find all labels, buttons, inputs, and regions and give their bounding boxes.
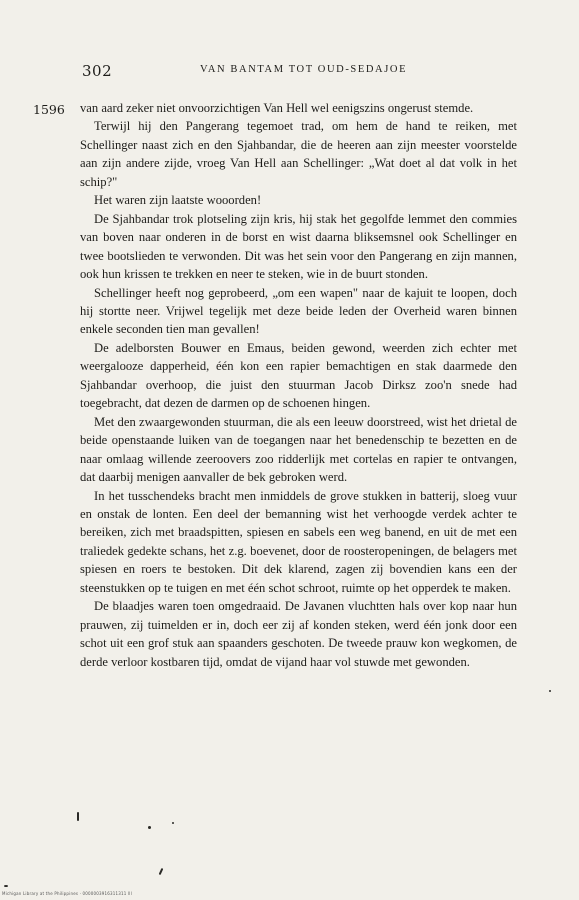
page-header [0, 62, 579, 82]
body-text [80, 99, 517, 671]
ink-speck [159, 868, 164, 875]
page-number: 302 [82, 62, 113, 80]
paragraph: Met den zwaargewonden stuurman, die als een leeuw doorstreed, wist het drietal de beide openstaande luiken van de toegangen naar het benedenschip te bezetten en de naar omlaag willende zeeroovers zoo ridderlijk met cortelas en rapier te ontvangen, dat daarbij menigen aanvaller de bek gebroken werd. [80, 414, 517, 485]
ink-speck [549, 690, 551, 692]
paragraph: Het waren zijn laatste wooorden! [94, 193, 262, 208]
ink-speck [172, 822, 174, 824]
paragraph: De adelborsten Bouwer en Emaus, beiden gewond, weerden zich echter met weergalooze dapperheid, één kon een rapier bemachtigen en stak daarmede den Sjahbandar overhoop, die juist den stuurman Jacob Dirksz zoo'n snede had toegebracht, dat dezen de darmen op de schoenen hingen. [80, 340, 517, 411]
ink-speck [77, 812, 79, 821]
ink-speck [4, 885, 8, 887]
paragraph: Schellinger heeft nog geprobeerd, „om een wapen" naar de kajuit te loopen, doch hij stortte neer. Vrijwel tegelijk met deze beide leden der Overheid waren binnen enkele seconden tien man gevallen! [80, 285, 517, 337]
running-title: VAN BANTAM TOT OUD-SEDAJOE [200, 64, 408, 75]
margin-year: 1596 [33, 102, 65, 117]
ink-speck [148, 826, 151, 829]
paragraph: van aard zeker niet onvoorzichtigen Van Hell wel eenigszins ongerust stemde. [80, 101, 474, 115]
scan-footer: Michigan Library at the Philippines · 0000003916311311 lll [2, 891, 132, 896]
paragraph: Terwijl hij den Pangerang tegemoet trad, om hem de hand te reiken, met Schellinger naast zich en den Sjahbandar, die de heeren aan zijn meester voorstelde aan zijn andere zijde, vroeg Van Hell aan Schellinger: „Wat doet al dat volk in het schip?" [80, 119, 517, 189]
paragraph: De blaadjes waren toen omgedraaid. De Javanen vluchtten hals over kop naar hun prauwen, zij tuimelden er in, doch eer zij af konden steken, werd één jonk door een schot uit een grof stuk aan spaanders geschoten. De tweede prauw kon wegkomen, de derde verloor kostbaren tijd, omdat de vijand haar vol stuwde met gewonden. [80, 599, 517, 669]
paragraph: De Sjahbandar trok plotseling zijn kris, hij stak het gegolfde lemmet den commies van boven naar onderen in de borst en wist daarna bliksemsnel ook Schellinger en twee bootslieden te verwonden. Dit was het sein voor den Pangerang en zijn mannen, ook hun krissen te trekken en neer te steken, wie in de buurt stonden. [80, 211, 517, 282]
paragraph: In het tusschendeks bracht men inmiddels de grove stukken in batterij, sloeg vuur en onstak de lonten. Een deel der bemanning wist het verhoogde verdek achter te bereiken, zich met braadspitten, spiesen en sabels een weg banend, en uit de met een traliedek gedekte schans, het z.g. boevenet, door de roosteropeningen, de belagers met spiesen en roers te bestoken. Dit dek klarend, zagen zij bovendien kans een der steenstukken op te tuigen en met één schot schroot, ruimte op het opperdek te maken. [80, 488, 517, 595]
